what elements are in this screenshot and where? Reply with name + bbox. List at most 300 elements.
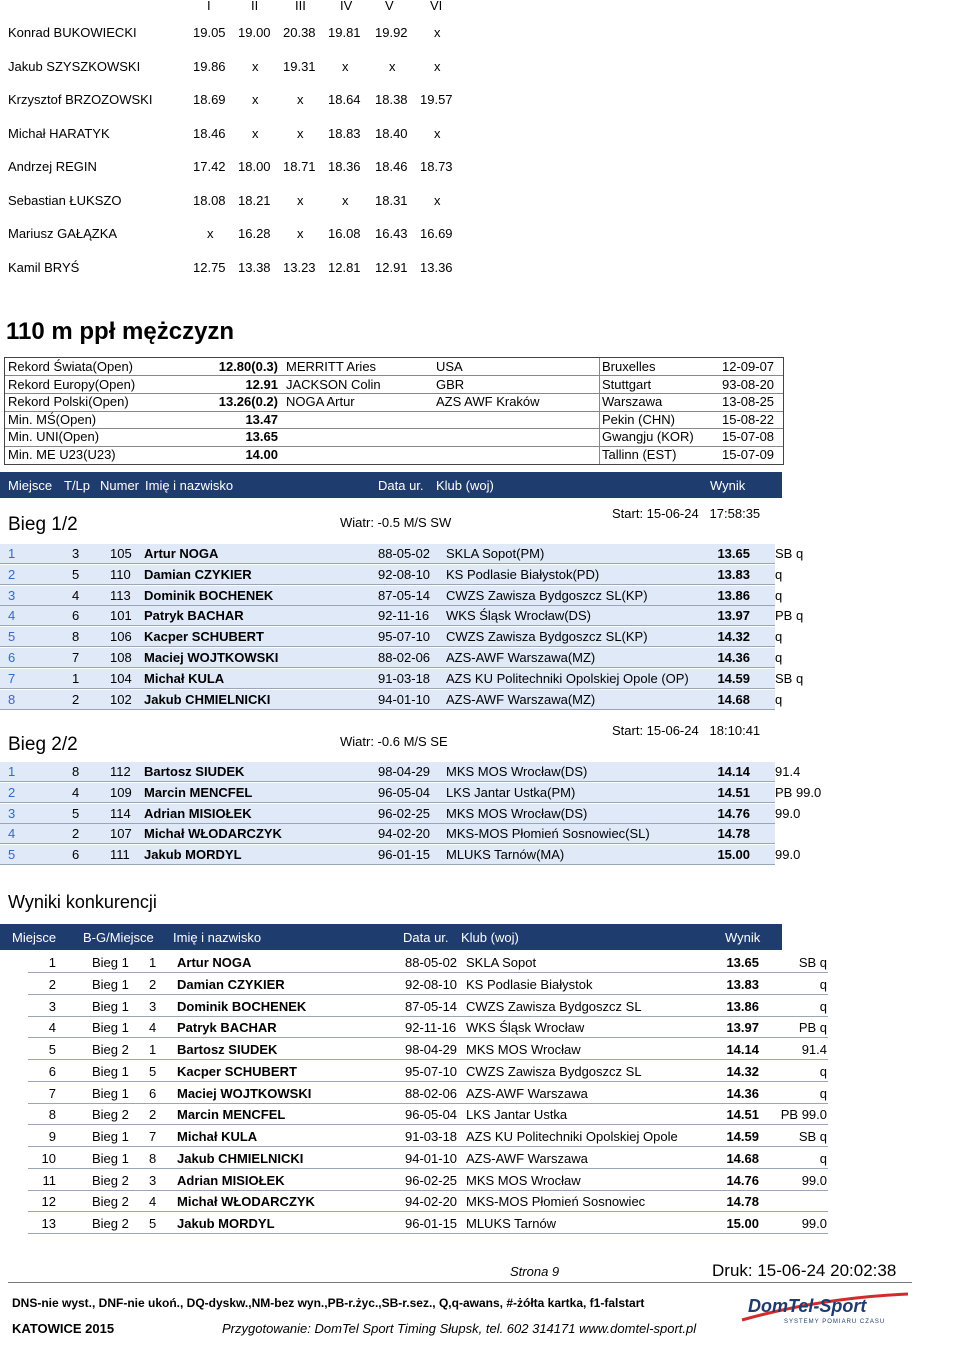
- overall-heat-position: 2: [149, 1107, 157, 1123]
- row-divider: [28, 1211, 828, 1212]
- attempt-value: 13.36: [420, 259, 453, 275]
- overall-heat-position: 2: [149, 976, 157, 992]
- result-name: Adrian MISIOŁEK: [144, 805, 252, 821]
- overall-heat-position: 6: [149, 1085, 157, 1101]
- overall-name: Artur NOGA: [177, 955, 252, 970]
- overall-result: 14.68: [726, 1150, 759, 1166]
- overall-name: Michał WŁODARCZYK: [177, 1194, 315, 1210]
- result-note: SB q: [775, 546, 804, 561]
- result-rank: 7: [8, 670, 16, 686]
- record-holder: JACKSON Colin: [286, 376, 381, 392]
- overall-rank: 10: [41, 1150, 56, 1166]
- result-note: q: [775, 566, 783, 582]
- col-wynik: Wynik: [710, 478, 746, 493]
- row-divider: [28, 1059, 828, 1060]
- result-lane: 8: [72, 764, 80, 779]
- result-note: 99.0: [775, 847, 801, 863]
- result-dob: 92-11-16: [378, 608, 430, 624]
- result-club: AZS-AWF Warszawa(MZ): [446, 650, 596, 665]
- overall-rank: 7: [48, 1085, 56, 1101]
- overall-rank: 2: [48, 976, 56, 992]
- record-date: 15-07-08: [722, 429, 775, 445]
- result-bib: 113: [110, 587, 131, 603]
- overall-result: 13.65: [726, 955, 759, 970]
- overall-result: 14.32: [726, 1063, 759, 1079]
- record-holder: NOGA Artur: [286, 394, 355, 410]
- overall-heat-position: 1: [149, 1042, 157, 1057]
- record-value: 14.00: [245, 447, 278, 462]
- row-divider: [28, 1124, 828, 1125]
- athlete-name: Sebastian ŁUKSZO: [8, 192, 122, 208]
- attempt-value: 19.86: [193, 58, 226, 74]
- overall-heat-position: 3: [149, 1172, 157, 1188]
- overall-club: CWZS Zawisza Bydgoszcz SL: [466, 998, 642, 1014]
- record-label: Min. MŚ(Open): [8, 411, 97, 427]
- result-time: 14.59: [717, 670, 750, 686]
- prepared-by: Przygotowanie: DomTel Sport Timing Słupsk, tel. 602 314171 www.domtel-sport.pl: [222, 1321, 697, 1336]
- record-date: 13-08-25: [722, 394, 775, 410]
- overall-club: MKS-MOS Płomień Sosnowiec: [466, 1194, 646, 1210]
- overall-result: 14.14: [726, 1042, 759, 1057]
- overall-rank: 3: [48, 998, 56, 1014]
- record-holder: MERRITT Aries: [286, 359, 377, 374]
- result-bib: 101: [110, 608, 132, 624]
- overall-heat-position: 5: [149, 1216, 157, 1231]
- result-dob: 96-02-25: [378, 805, 431, 821]
- overall-heat: Bieg 2: [92, 1216, 129, 1231]
- attempt-value: x: [297, 226, 304, 241]
- overall-club: LKS Jantar Ustka: [466, 1107, 568, 1123]
- attempt-value: x: [342, 58, 349, 74]
- round-header: II: [251, 0, 259, 13]
- result-bib: 109: [110, 784, 132, 800]
- col-tlp: T/Lp: [64, 478, 91, 493]
- overall-result: 13.97: [726, 1020, 759, 1036]
- overall-dob: 94-01-10: [405, 1150, 458, 1166]
- record-place: Gwangju (KOR): [602, 429, 694, 445]
- result-name: Artur NOGA: [144, 546, 219, 561]
- result-note: q: [775, 629, 783, 645]
- overall-dob: 92-08-10: [405, 976, 458, 992]
- overall-rank: 12: [41, 1194, 56, 1210]
- overall-rank: 13: [41, 1216, 56, 1231]
- result-note: 99.0: [775, 805, 801, 821]
- record-value: 12.91: [245, 376, 278, 392]
- overall-dob: 91-03-18: [405, 1129, 458, 1144]
- attempt-value: 18.64: [328, 92, 361, 107]
- overall-rank: 1: [48, 955, 56, 970]
- overall-heat: Bieg 1: [92, 1129, 129, 1144]
- result-club: LKS Jantar Ustka(PM): [446, 784, 576, 800]
- overall-note: 91.4: [801, 1042, 827, 1057]
- col-data: Data ur.: [403, 930, 449, 945]
- result-note: SB q: [775, 670, 804, 686]
- record-date: 15-07-09: [722, 447, 775, 462]
- round-header: IV: [340, 0, 353, 13]
- attempt-value: 16.08: [328, 226, 361, 241]
- overall-club: AZS-AWF Warszawa: [466, 1085, 588, 1101]
- attempt-value: x: [297, 192, 304, 208]
- result-name: Dominik BOCHENEK: [144, 587, 274, 603]
- overall-note: SB q: [798, 1129, 827, 1144]
- overall-note: q: [819, 998, 827, 1014]
- overall-name: Michał KULA: [177, 1129, 258, 1144]
- athlete-name: Andrzej REGIN: [8, 159, 97, 174]
- result-name: Michał WŁODARCZYK: [144, 826, 282, 842]
- overall-club: SKLA Sopot: [466, 955, 537, 970]
- result-note: q: [775, 691, 783, 707]
- overall-note: PB 99.0: [780, 1107, 827, 1123]
- overall-name: Maciej WOJTKOWSKI: [177, 1085, 312, 1101]
- result-time: 13.97: [717, 608, 750, 624]
- col-imie: Imię i nazwisko: [173, 930, 262, 945]
- attempt-value: 18.36: [328, 159, 361, 174]
- result-club: MLUKS Tarnów(MA): [446, 847, 565, 863]
- domtel-logo: [740, 1290, 910, 1330]
- attempt-value: 19.31: [283, 58, 316, 74]
- result-time: 14.78: [717, 826, 750, 842]
- legend-text: DNS-nie wyst., DNF-nie ukoń., DQ-dyskw.,NM-bez wyn.,PB-r.życ.,SB-r.sez., Q,q-awans, #-żółta kartka, f1-falstart: [12, 1296, 645, 1310]
- result-bib: 107: [110, 826, 132, 842]
- overall-name: Marcin MENCFEL: [177, 1107, 286, 1123]
- result-dob: 96-01-15: [378, 847, 431, 863]
- record-value: 13.26(0.2): [218, 394, 278, 410]
- overall-dob: 98-04-29: [405, 1042, 458, 1057]
- attempt-value: 12.81: [328, 259, 361, 275]
- overall-result: 13.86: [726, 998, 759, 1014]
- attempt-value: x: [252, 125, 259, 141]
- record-label: Rekord Świata(Open): [8, 359, 133, 374]
- overall-heat: Bieg 1: [92, 1085, 129, 1101]
- record-date: 15-08-22: [722, 411, 775, 427]
- overall-note: q: [819, 1063, 827, 1079]
- overall-result: 14.76: [726, 1172, 759, 1188]
- result-lane: 5: [72, 566, 80, 582]
- attempt-value: 18.73: [420, 159, 453, 174]
- print-timestamp: Druk: 15-06-24 20:02:38: [712, 1261, 897, 1280]
- overall-club: CWZS Zawisza Bydgoszcz SL: [466, 1063, 642, 1079]
- overall-title: Wyniki konkurencji: [8, 892, 157, 912]
- heat-start: Start: 15-06-24 17:58:35: [612, 506, 761, 521]
- attempt-value: x: [207, 226, 214, 241]
- athlete-name: Konrad BUKOWIECKI: [8, 25, 137, 40]
- col-data: Data ur.: [378, 478, 424, 493]
- athlete-name: Michał HARATYK: [8, 125, 110, 141]
- result-bib: 108: [110, 650, 132, 665]
- overall-heat: Bieg 1: [92, 1063, 129, 1079]
- record-label: Rekord Europy(Open): [8, 376, 136, 392]
- attempt-value: x: [434, 25, 441, 40]
- attempt-value: x: [297, 125, 304, 141]
- record-value: 12.80(0.3): [218, 359, 278, 374]
- overall-dob: 88-02-06: [405, 1085, 458, 1101]
- result-lane: 6: [72, 847, 80, 863]
- overall-club: MLUKS Tarnów: [466, 1216, 557, 1231]
- overall-heat: Bieg 2: [92, 1172, 129, 1188]
- overall-dob: 94-02-20: [405, 1194, 458, 1210]
- overall-result: 14.36: [726, 1085, 759, 1101]
- overall-rank: 11: [42, 1172, 56, 1188]
- result-name: Bartosz SIUDEK: [144, 764, 245, 779]
- result-dob: 94-01-10: [378, 691, 431, 707]
- attempt-value: 19.05: [193, 25, 226, 40]
- result-rank: 5: [8, 629, 16, 645]
- overall-note: 99.0: [801, 1172, 827, 1188]
- overall-heat-position: 5: [149, 1063, 157, 1079]
- result-lane: 7: [72, 650, 80, 665]
- record-date: 93-08-20: [722, 376, 775, 392]
- result-note: q: [775, 587, 783, 603]
- athlete-name: Jakub SZYSZKOWSKI: [8, 58, 141, 74]
- overall-result: 14.78: [726, 1194, 759, 1210]
- attempt-value: 20.38: [283, 25, 316, 40]
- col-miejsce: Miejsce: [8, 478, 53, 493]
- result-dob: 87-05-14: [378, 587, 431, 603]
- attempt-value: 12.75: [193, 259, 226, 275]
- result-lane: 6: [72, 608, 80, 624]
- overall-heat-position: 8: [149, 1150, 157, 1166]
- result-lane: 5: [72, 805, 80, 821]
- result-rank: 3: [8, 587, 16, 603]
- overall-heat-position: 1: [149, 955, 157, 970]
- result-lane: 4: [72, 784, 80, 800]
- heat-wind: Wiatr: -0.5 M/S SW: [340, 515, 452, 530]
- overall-heat-position: 7: [149, 1129, 157, 1144]
- result-bib: 104: [110, 670, 132, 686]
- result-time: 14.51: [717, 784, 750, 800]
- row-divider: [28, 1037, 828, 1038]
- overall-heat: Bieg 2: [92, 1194, 129, 1210]
- overall-name: Jakub MORDYL: [177, 1216, 275, 1231]
- row-divider: [0, 709, 775, 710]
- attempt-value: 19.57: [420, 92, 453, 107]
- result-dob: 95-07-10: [378, 629, 431, 645]
- result-club: WKS Śląsk Wrocław(DS): [446, 608, 591, 624]
- result-dob: 91-03-18: [378, 670, 431, 686]
- record-org: GBR: [436, 376, 465, 392]
- result-club: KS Podlasie Białystok(PD): [446, 566, 600, 582]
- result-rank: 1: [8, 764, 16, 779]
- overall-name: Patryk BACHAR: [177, 1020, 277, 1036]
- result-note: 91.4: [775, 764, 801, 779]
- overall-rank: 8: [48, 1107, 56, 1123]
- record-date: 12-09-07: [722, 359, 775, 374]
- result-time: 14.32: [717, 629, 750, 645]
- overall-heat: Bieg 1: [92, 1020, 129, 1036]
- attempt-value: x: [434, 58, 441, 74]
- result-time: 14.76: [717, 805, 750, 821]
- overall-name: Kacper SCHUBERT: [177, 1063, 297, 1079]
- round-header: V: [385, 0, 394, 13]
- result-rank: 4: [8, 826, 16, 842]
- attempt-value: 13.23: [283, 259, 316, 275]
- result-note: PB 99.0: [775, 784, 822, 800]
- row-divider: [28, 1190, 828, 1191]
- attempt-value: 17.42: [193, 159, 226, 174]
- result-name: Jakub CHMIELNICKI: [144, 691, 271, 707]
- col-bg: B-G/Miejsce: [83, 930, 154, 945]
- overall-heat: Bieg 2: [92, 1042, 129, 1057]
- result-time: 13.86: [717, 587, 750, 603]
- record-value: 13.65: [245, 429, 278, 445]
- result-lane: 1: [72, 670, 80, 686]
- round-header: I: [207, 0, 211, 13]
- result-time: 14.36: [717, 650, 750, 665]
- result-bib: 110: [110, 566, 131, 582]
- attempt-value: x: [342, 192, 349, 208]
- attempt-value: 18.40: [375, 125, 408, 141]
- attempt-value: x: [434, 125, 441, 141]
- attempt-value: 12.91: [375, 259, 408, 275]
- attempt-value: 19.00: [238, 25, 271, 40]
- overall-result: 14.59: [726, 1129, 759, 1144]
- result-dob: 92-08-10: [378, 566, 431, 582]
- result-club: MKS MOS Wrocław(DS): [446, 764, 588, 779]
- overall-dob: 96-05-04: [405, 1107, 458, 1123]
- record-place: Pekin (CHN): [602, 411, 675, 427]
- result-rank: 5: [8, 847, 16, 863]
- record-label: Rekord Polski(Open): [8, 394, 129, 410]
- result-rank: 6: [8, 650, 16, 665]
- col-klub: Klub (woj): [436, 478, 494, 493]
- overall-dob: 88-05-02: [405, 955, 458, 970]
- record-org: AZS AWF Kraków: [436, 394, 540, 410]
- heat-title: Bieg 2/2: [8, 734, 78, 755]
- row-divider: [28, 1168, 828, 1169]
- result-time: 13.65: [717, 546, 750, 561]
- col-wynik: Wynik: [725, 930, 761, 945]
- athlete-name: Mariusz GAŁĄZKA: [8, 226, 118, 241]
- result-dob: 88-05-02: [378, 546, 431, 561]
- overall-name: Dominik BOCHENEK: [177, 998, 307, 1014]
- record-label: Min. UNI(Open): [8, 429, 100, 445]
- attempt-value: 18.46: [375, 159, 408, 174]
- attempt-value: 18.08: [193, 192, 226, 208]
- overall-name: Damian CZYKIER: [177, 976, 285, 992]
- result-bib: 112: [110, 764, 131, 779]
- round-header: III: [295, 0, 306, 13]
- overall-club: MKS MOS Wrocław: [466, 1172, 581, 1188]
- col-klub: Klub (woj): [461, 930, 519, 945]
- result-club: CWZS Zawisza Bydgoszcz SL(KP): [446, 587, 648, 603]
- attempt-value: 18.83: [328, 125, 361, 141]
- page-number: Strona 9: [510, 1264, 560, 1279]
- result-dob: 94-02-20: [378, 826, 431, 842]
- overall-dob: 92-11-16: [405, 1020, 457, 1036]
- attempt-value: 16.43: [375, 226, 408, 241]
- result-rank: 2: [8, 566, 16, 582]
- result-bib: 102: [110, 691, 132, 707]
- footer-divider: [8, 1282, 912, 1283]
- overall-club: AZS-AWF Warszawa: [466, 1150, 588, 1166]
- result-lane: 2: [72, 691, 80, 707]
- result-club: SKLA Sopot(PM): [446, 546, 545, 561]
- record-place: Stuttgart: [602, 376, 652, 392]
- result-lane: 2: [72, 826, 80, 842]
- overall-club: WKS Śląsk Wrocław: [466, 1020, 585, 1036]
- logo-sub: SYSTEMY POMIARU CZASU: [784, 1319, 886, 1325]
- result-lane: 4: [72, 587, 80, 603]
- overall-dob: 87-05-14: [405, 998, 458, 1014]
- overall-rank: 4: [48, 1020, 56, 1036]
- result-club: MKS-MOS Płomień Sosnowiec(SL): [446, 826, 650, 842]
- event-title: 110 m ppł mężczyzn: [6, 318, 235, 345]
- row-divider: [28, 972, 828, 973]
- attempt-value: 18.21: [238, 192, 271, 208]
- attempt-value: x: [389, 58, 396, 74]
- attempt-value: 18.00: [238, 159, 271, 174]
- record-place: Tallinn (EST): [602, 447, 677, 462]
- result-note: PB q: [775, 608, 804, 624]
- result-name: Kacper SCHUBERT: [144, 629, 264, 645]
- overall-result: 13.83: [726, 976, 759, 992]
- result-time: 13.83: [717, 566, 750, 582]
- overall-heat: Bieg 1: [92, 1150, 129, 1166]
- overall-column-header: [0, 924, 782, 950]
- col-miejsce: Miejsce: [12, 930, 57, 945]
- result-lane: 8: [72, 629, 80, 645]
- record-org: USA: [436, 359, 463, 374]
- overall-note: SB q: [798, 955, 827, 970]
- overall-heat: Bieg 1: [92, 955, 129, 970]
- attempt-value: 18.46: [193, 125, 226, 141]
- heat-wind: Wiatr: -0.6 M/S SE: [340, 734, 448, 749]
- result-name: Jakub MORDYL: [144, 847, 242, 863]
- result-dob: 88-02-06: [378, 650, 431, 665]
- attempt-value: 16.28: [238, 226, 271, 241]
- result-time: 15.00: [717, 847, 750, 863]
- row-divider: [0, 864, 775, 865]
- overall-result: 14.51: [726, 1107, 759, 1123]
- result-note: q: [775, 650, 783, 665]
- row-divider: [28, 1103, 828, 1104]
- attempt-value: x: [252, 92, 259, 107]
- overall-note: PB q: [798, 1020, 827, 1036]
- overall-name: Jakub CHMIELNICKI: [177, 1150, 304, 1166]
- heat-start: Start: 15-06-24 18:10:41: [612, 723, 761, 738]
- overall-note: q: [819, 1085, 827, 1101]
- result-bib: 114: [110, 805, 131, 821]
- result-rank: 3: [8, 805, 16, 821]
- attempt-value: x: [297, 92, 304, 107]
- result-rank: 2: [8, 784, 16, 800]
- result-lane: 3: [72, 546, 80, 561]
- attempt-value: 19.92: [375, 25, 408, 40]
- overall-name: Bartosz SIUDEK: [177, 1042, 278, 1057]
- record-place: Warszawa: [602, 394, 663, 410]
- overall-dob: 96-02-25: [405, 1172, 458, 1188]
- result-club: CWZS Zawisza Bydgoszcz SL(KP): [446, 629, 648, 645]
- row-divider: [28, 994, 828, 995]
- attempt-value: x: [434, 192, 441, 208]
- overall-club: KS Podlasie Białystok: [466, 976, 593, 992]
- overall-result: 15.00: [726, 1216, 759, 1231]
- row-divider: [28, 1233, 828, 1234]
- result-name: Michał KULA: [144, 670, 225, 686]
- event-city: KATOWICE 2015: [12, 1321, 115, 1336]
- result-name: Damian CZYKIER: [144, 566, 252, 582]
- attempt-value: 18.69: [193, 92, 226, 107]
- record-place: Bruxelles: [602, 359, 656, 374]
- overall-dob: 95-07-10: [405, 1063, 458, 1079]
- heat-title: Bieg 1/2: [8, 514, 78, 535]
- result-club: AZS-AWF Warszawa(MZ): [446, 691, 596, 707]
- overall-heat: Bieg 1: [92, 976, 129, 992]
- attempt-value: 18.38: [375, 92, 408, 107]
- overall-heat: Bieg 2: [92, 1107, 129, 1123]
- col-imie: Imię i nazwisko: [145, 478, 234, 493]
- overall-heat-position: 3: [149, 998, 157, 1014]
